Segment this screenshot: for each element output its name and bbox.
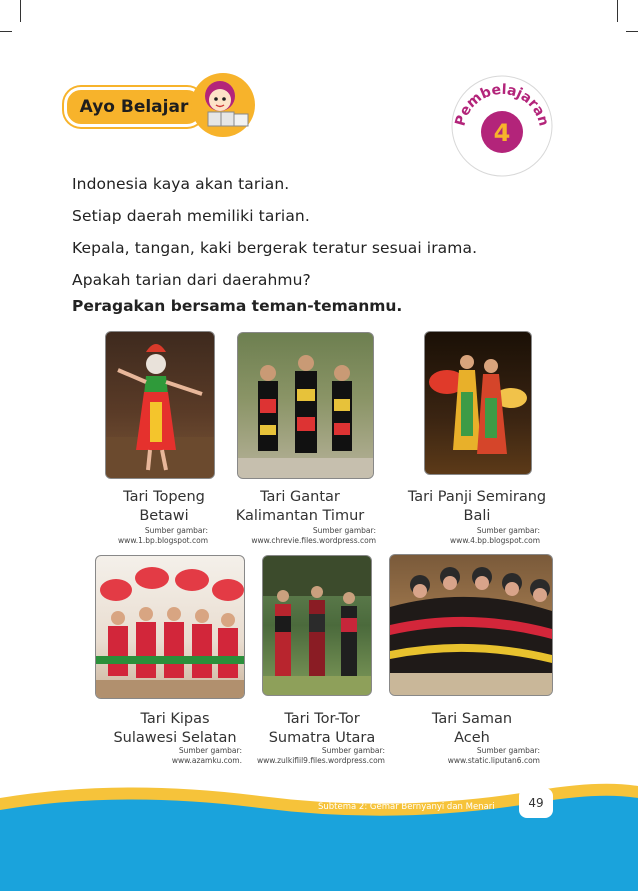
text-line: Indonesia kaya akan tarian. xyxy=(72,175,290,193)
source-url: www.chrevie.files.wordpress.com xyxy=(251,536,376,545)
dance-name-line1: Tari Panji Semirang xyxy=(407,489,547,505)
image-source xyxy=(226,526,376,546)
pembelajaran-badge xyxy=(450,74,554,178)
dance-name-line2: Betawi xyxy=(139,508,189,524)
dance-caption xyxy=(104,710,246,748)
intro-text xyxy=(72,168,592,296)
instruction: Peragakan bersama teman-temanmu. xyxy=(72,297,403,315)
crop-mark xyxy=(626,31,638,32)
dance-name-line2: Aceh xyxy=(454,730,490,746)
reading-child-icon xyxy=(190,70,256,140)
dance-name-line1: Tari Gantar xyxy=(260,489,340,505)
image-source xyxy=(108,526,208,546)
crop-mark xyxy=(20,0,21,22)
page-number: 49 xyxy=(519,788,553,818)
source-url: www.zulkiflil9.files.wordpress.com xyxy=(256,756,385,765)
dance-name-line1: Tari Kipas xyxy=(140,711,210,727)
source-url: www.1.bp.blogspot.com xyxy=(118,536,208,545)
source-label: Sumber gambar: xyxy=(476,526,540,535)
crop-mark xyxy=(0,31,12,32)
photo-tari-gantar xyxy=(237,332,374,479)
dance-name-line1: Tari Saman xyxy=(431,711,513,727)
dance-caption xyxy=(225,488,375,526)
image-source xyxy=(428,746,540,766)
text-line: Apakah tarian dari daerahmu? xyxy=(72,271,311,289)
dance-name-line1: Tari Topeng xyxy=(123,489,205,505)
photo-tari-saman xyxy=(389,554,553,696)
source-label: Sumber gambar: xyxy=(144,526,208,535)
badge-word: Pembelajaran xyxy=(452,81,552,128)
dance-name-line2: Bali xyxy=(463,508,491,524)
subtema-label: Subtema 2: Gemar Bernyanyi dan Menari xyxy=(318,802,495,812)
image-source xyxy=(150,746,242,766)
ayo-belajar-label: Ayo Belajar xyxy=(64,87,204,127)
dance-caption xyxy=(394,488,560,526)
dance-caption xyxy=(258,710,386,748)
source-url: www.4.bp.blogspot.com xyxy=(450,536,540,545)
source-label: Sumber gambar: xyxy=(178,746,242,755)
dance-caption xyxy=(412,710,532,748)
source-url: www.static.liputan6.com xyxy=(447,756,540,765)
dance-name-line2: Sumatra Utara xyxy=(268,730,376,746)
source-label: Sumber gambar: xyxy=(321,746,385,755)
photo-tari-topeng xyxy=(105,331,215,479)
photo-tari-panji-semirang xyxy=(424,331,532,475)
source-label: Sumber gambar: xyxy=(476,746,540,755)
dance-name-line2: Kalimantan Timur xyxy=(235,508,365,524)
text-line: Setiap daerah memiliki tarian. xyxy=(72,207,310,225)
photo-tari-kipas xyxy=(95,555,245,699)
dance-name-line2: Sulawesi Selatan xyxy=(113,730,237,746)
dance-name-line1: Tari Tor-Tor xyxy=(284,711,360,727)
crop-mark xyxy=(617,0,618,22)
image-source xyxy=(230,746,385,766)
photo-tari-tor-tor xyxy=(262,555,372,696)
dance-caption xyxy=(104,488,224,526)
text-line: Kepala, tangan, kaki bergerak teratur sesuai irama. xyxy=(72,239,478,257)
source-url: www.azamku.com. xyxy=(171,756,242,765)
badge-number: 4 xyxy=(493,119,511,147)
source-label: Sumber gambar: xyxy=(312,526,376,535)
image-source xyxy=(426,526,540,546)
